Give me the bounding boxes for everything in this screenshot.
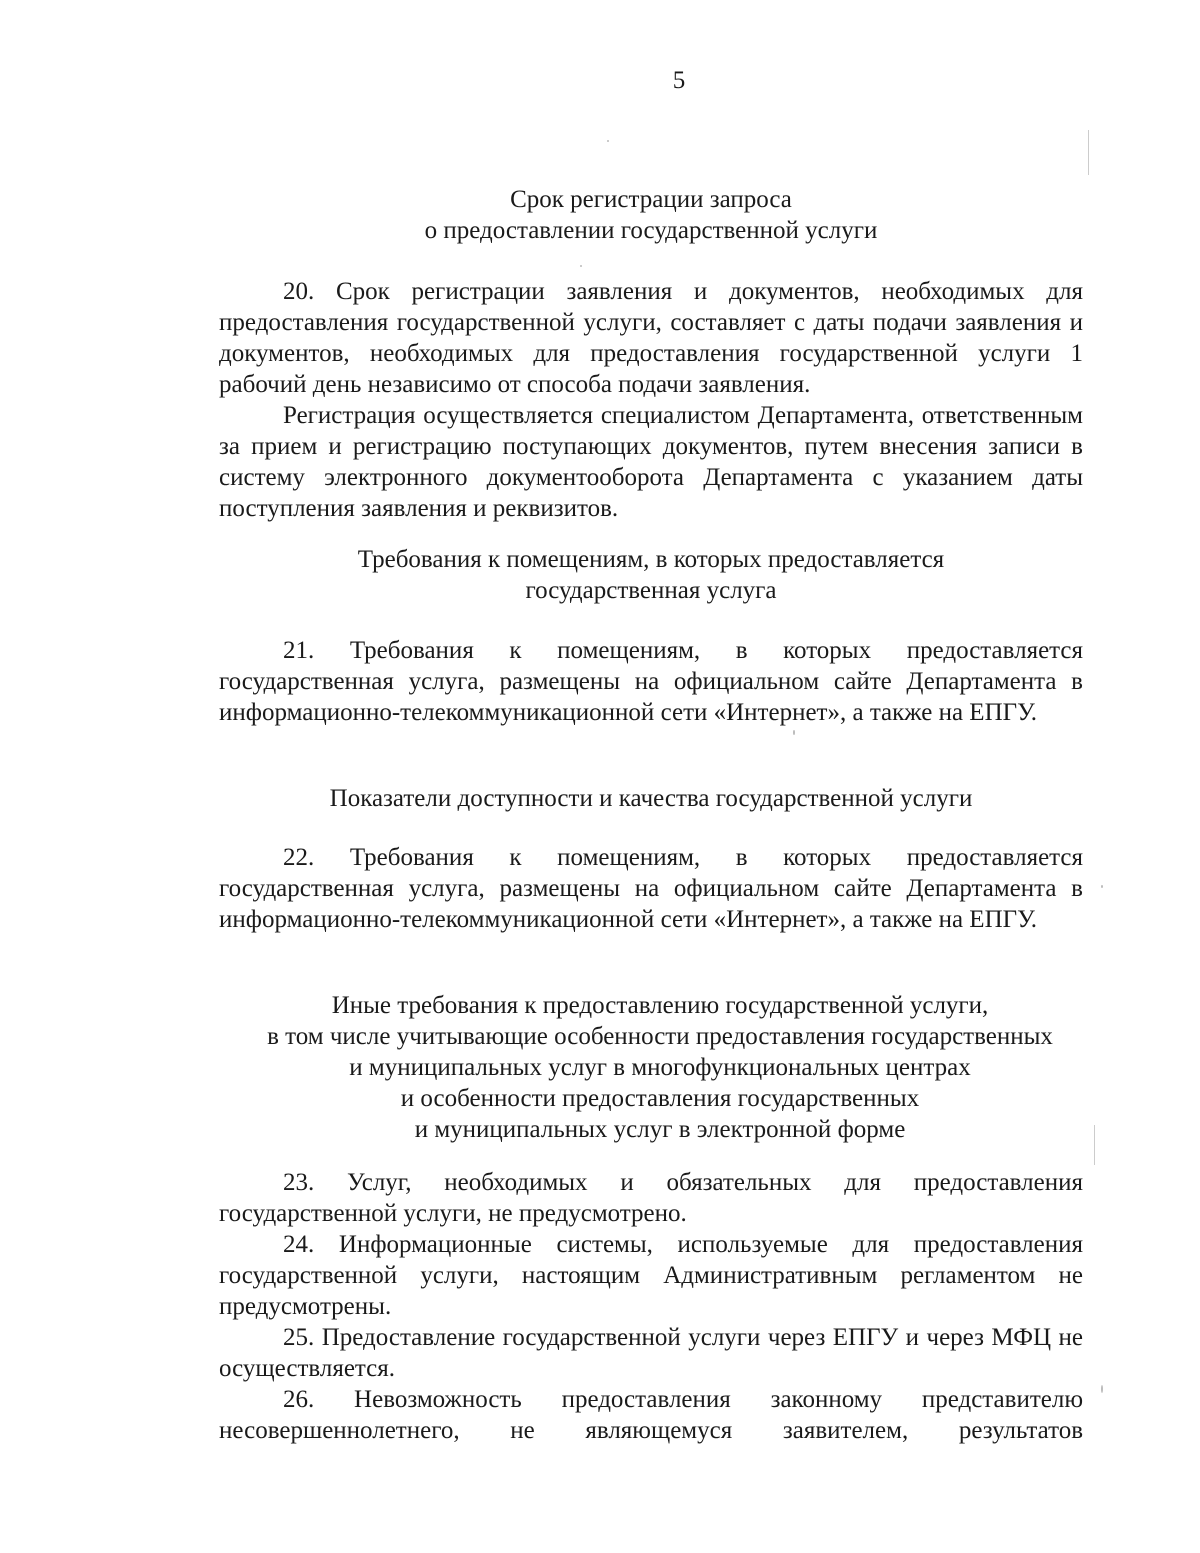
heading-line: и особенности предоставления государственных	[400, 1085, 920, 1112]
scan-artifact	[1088, 130, 1089, 175]
heading-line: государственная услуга	[525, 577, 777, 604]
section-body	[219, 842, 1083, 935]
paragraph: 26. Невозможность предоставления законному представителю несовершеннолетнего, не являющемуся заявителем, результатов	[219, 1386, 1083, 1444]
scan-artifact	[1094, 1125, 1095, 1165]
paragraph: 22. Требования к помещениям, в которых предоставляется государственная услуга, размещены на официальном сайте Департамента в информационно-телекоммуникационной сети «Интернет», а также на ЕПГУ.	[219, 844, 1083, 933]
heading-line: Показатели доступности и качества государственной услуги	[329, 785, 973, 812]
heading-line: и муниципальных услуг в электронной форме	[414, 1116, 906, 1143]
heading-line: в том числе учитывающие особенности предоставления государственных	[267, 1023, 1053, 1050]
paragraph: 23. Услуг, необходимых и обязательных для предоставления государственной услуги, не предусмотрено.	[219, 1169, 1083, 1227]
scan-artifact	[1101, 885, 1103, 888]
section-heading	[180, 990, 1140, 1145]
paragraph: 21. Требования к помещениям, в которых предоставляется государственная услуга, размещены на официальном сайте Департамента в информационно-телекоммуникационной сети «Интернет», а также на ЕПГУ.	[219, 637, 1083, 726]
section-body	[219, 635, 1083, 728]
paragraph: 25. Предоставление государственной услуги через ЕПГУ и через МФЦ не осуществляется.	[219, 1324, 1083, 1382]
paragraph: 24. Информационные системы, используемые для предоставления государственной услуги, настоящим Административным регламентом не предусмотрены.	[219, 1231, 1083, 1320]
heading-line: и муниципальных услуг в многофункциональных центрах	[349, 1054, 971, 1081]
section-heading	[219, 544, 1083, 606]
heading-line: Иные требования к предоставлению государственной услуги,	[331, 992, 989, 1019]
section-heading	[219, 184, 1083, 246]
scan-artifact	[580, 265, 582, 267]
page-number: 5	[672, 67, 686, 94]
paragraph: Регистрация осуществляется специалистом Департамента, ответственным за прием и регистрацию поступающих документов, путем внесения записи в систему электронного документооборота Департамента с указанием даты поступления заявления и реквизитов.	[219, 402, 1083, 522]
scan-artifact	[793, 730, 795, 735]
scan-artifact	[1101, 1385, 1103, 1393]
section-body	[219, 1167, 1083, 1446]
heading-line: о предоставлении государственной услуги	[424, 217, 878, 244]
heading-line: Требования к помещениям, в которых предоставляется	[357, 546, 945, 573]
heading-line: Срок регистрации запроса	[510, 186, 792, 213]
paragraph: 20. Срок регистрации заявления и документов, необходимых для предоставления государственной услуги, составляет с даты подачи заявления и документов, необходимых для предоставления государственной услуги 1 рабочий день независимо от способа подачи заявления.	[219, 278, 1083, 398]
section-heading	[219, 783, 1083, 814]
section-body	[219, 276, 1083, 524]
scan-artifact	[607, 140, 609, 142]
